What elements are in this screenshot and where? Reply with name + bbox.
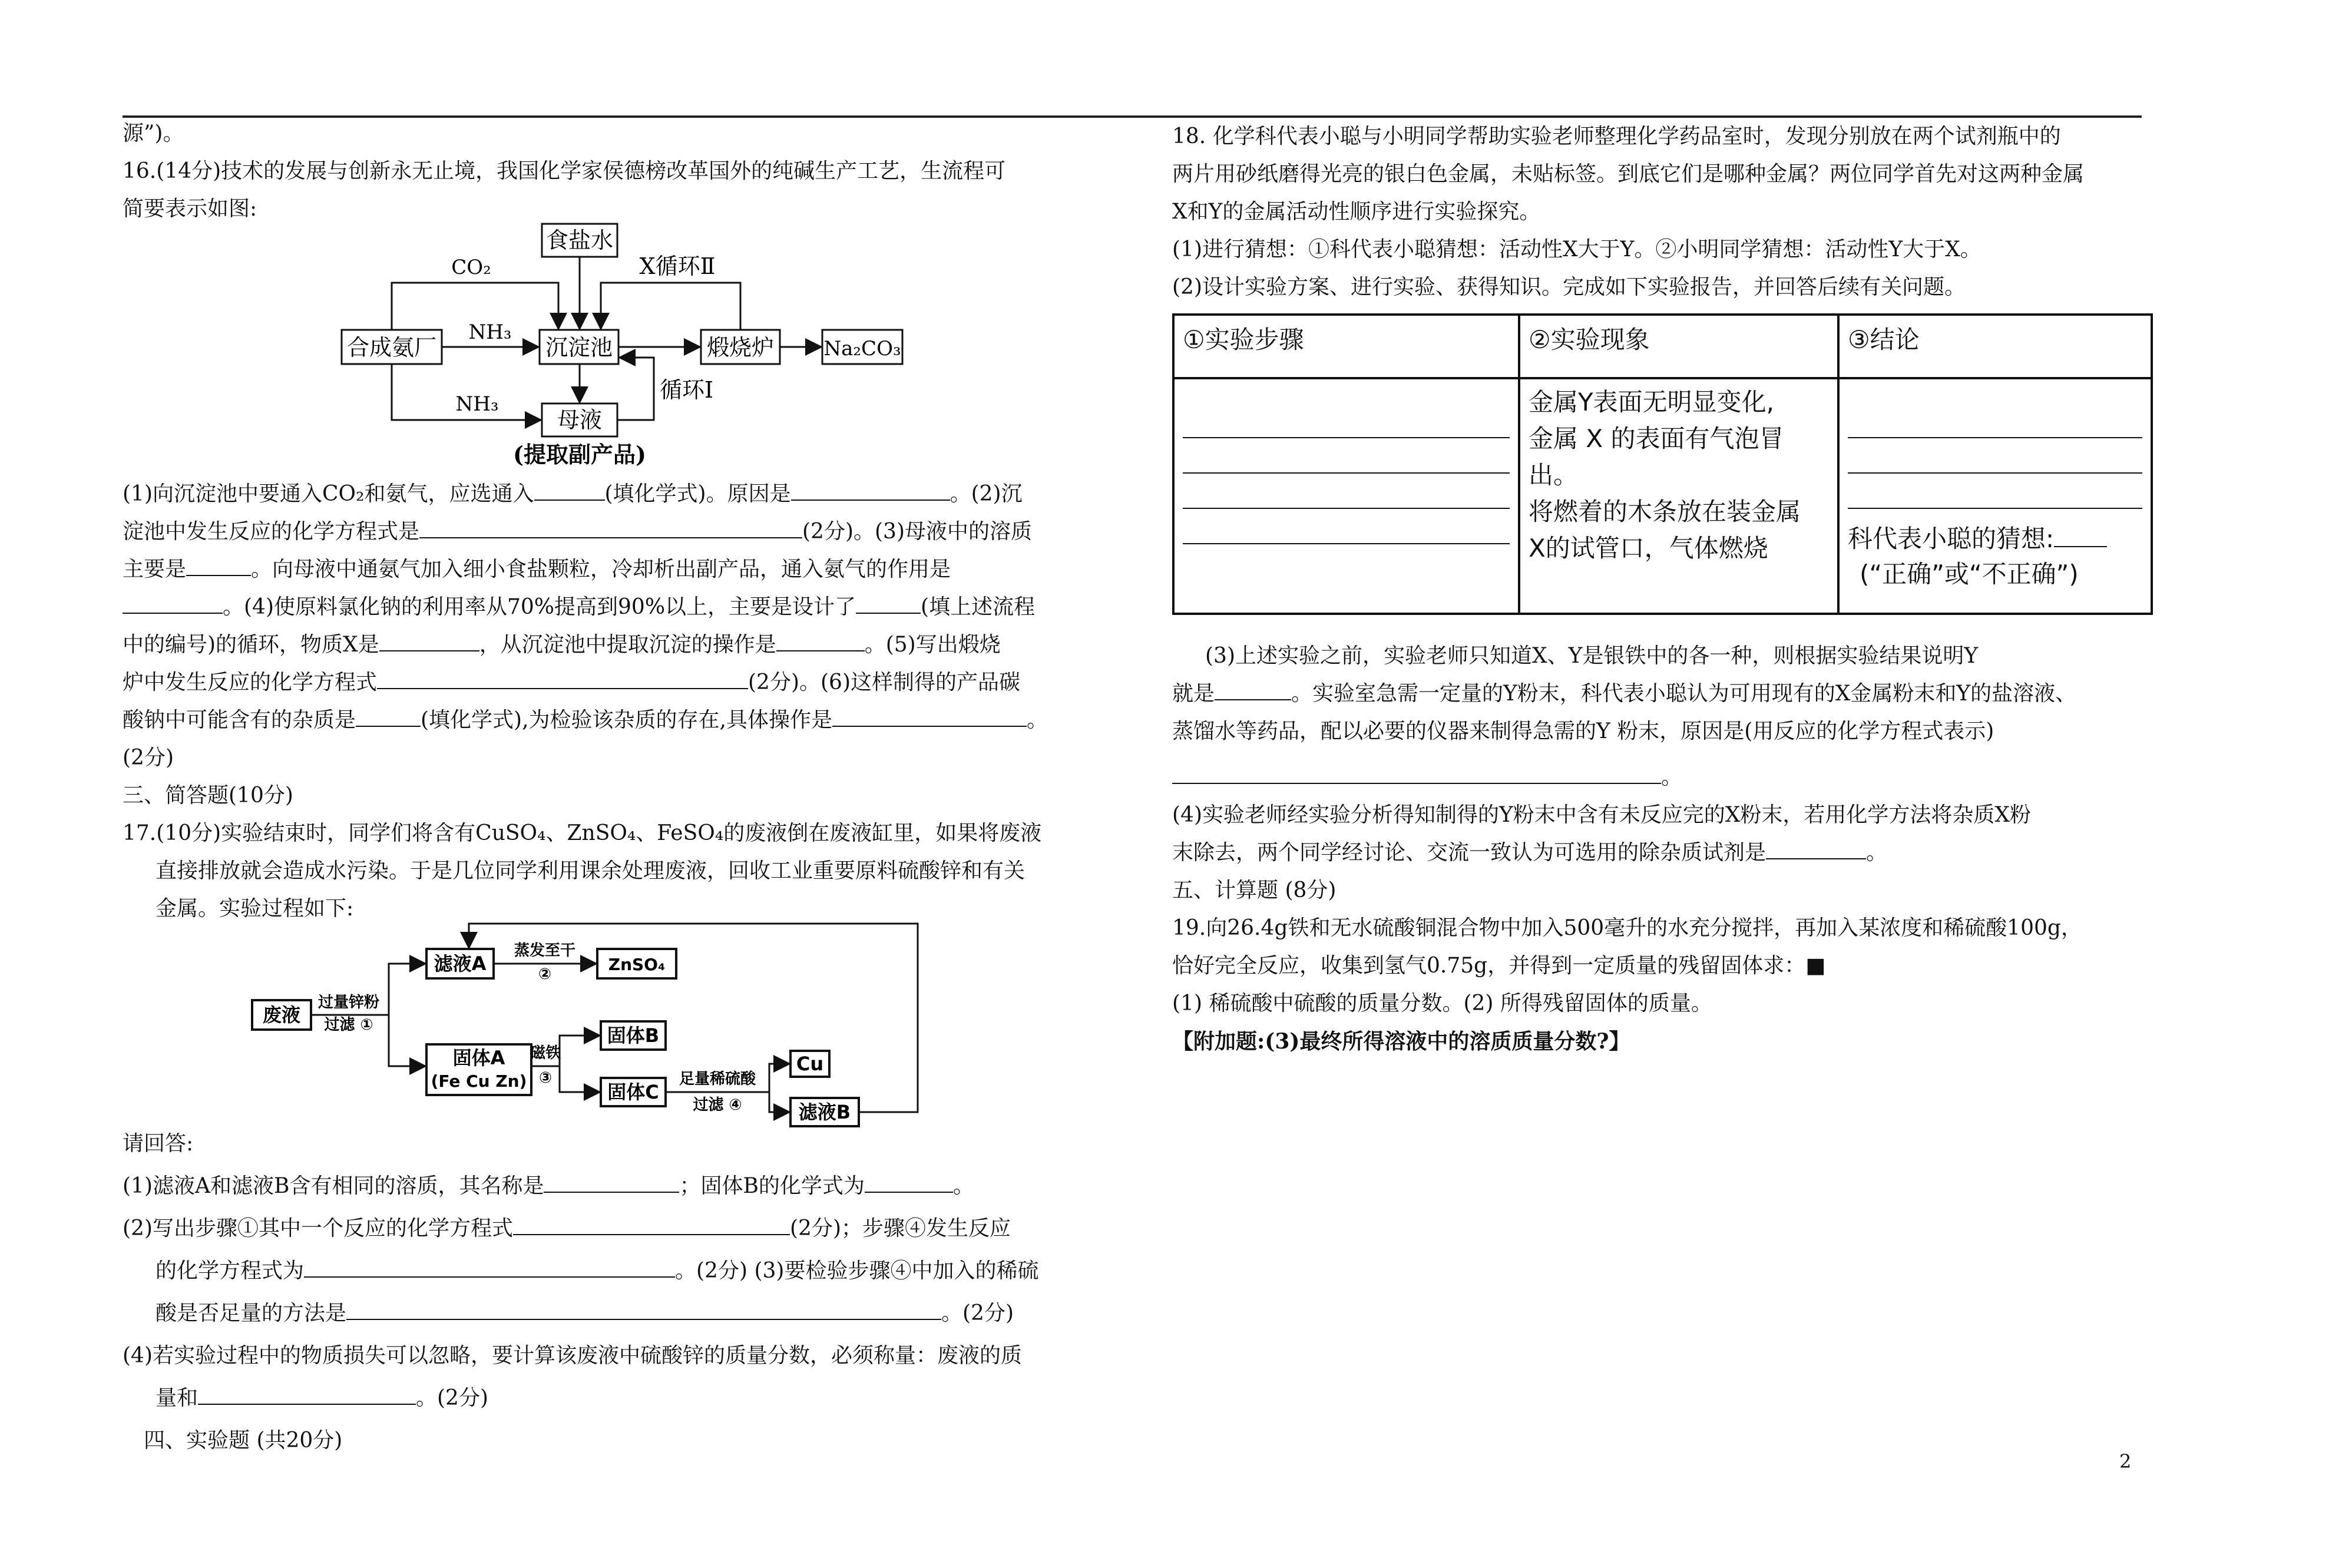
steps-cell <box>1173 378 1519 614</box>
right-column-bottom <box>1172 637 2138 1060</box>
q16-line-7: 酸钠中可能含有的杂质是 (填化学式),为检验该杂质的存在,具体操作是 。 <box>123 702 1089 739</box>
answer-blank[interactable] <box>865 1169 953 1193</box>
q16-line-1: (1)向沉淀池中要通入CO₂和氨气，应选通入 (填化学式)。原因是 。(2)沉 <box>123 475 1089 513</box>
answer-blank[interactable] <box>346 1296 941 1320</box>
q17-answer-1: (1)滤液A和滤液B含有相同的溶质，其名称是 ；固体B的化学式为 。 <box>123 1165 1089 1208</box>
q17-answer-2: (2)写出步骤①其中一个反应的化学方程式 (2分)；步骤④发生反应 <box>123 1208 1089 1250</box>
answer-blank[interactable] <box>356 703 421 727</box>
furnace-box <box>701 330 780 364</box>
q17-line-1: 17.(10分)实验结束时，同学们将含有CuSO₄、ZnSO₄、FeSO₄的废液倒在废液缸里，如果将废液 <box>123 821 1042 845</box>
arrow-to-filtrate-a <box>389 964 425 1015</box>
q17-answer-4: 酸是否足量的方法是 。(2分) <box>123 1292 1089 1335</box>
answer-blank[interactable] <box>419 515 802 538</box>
table-header-conclusion: ③结论 <box>1838 315 2152 378</box>
waste-label: 废液 <box>262 1004 301 1026</box>
answer-blank[interactable] <box>1848 449 2142 474</box>
q19-line-2: 恰好完全反应，收集到氢气0.75g，并得到一定质量的残留固体求：■ <box>1172 954 1826 978</box>
step4-bottom-label: 过滤 ④ <box>693 1096 742 1114</box>
right-column-top <box>1172 118 2138 306</box>
answer-blank[interactable] <box>379 628 479 651</box>
q16-line-8: (2分) <box>123 746 174 770</box>
page-number: 2 <box>2119 1450 2132 1473</box>
answer-blank[interactable] <box>1848 413 2142 438</box>
product-label: Na₂CO₃ <box>823 337 901 360</box>
salt-water-label: 食盐水 <box>545 227 614 253</box>
q16-line-6: 炉中发生反应的化学方程式 (2分)。(6)这样制得的产品碳 <box>123 664 1089 702</box>
answer-blank[interactable] <box>123 590 223 614</box>
step4-top-label: 足量稀硫酸 <box>679 1070 756 1088</box>
step2-bottom-label: ② <box>538 965 552 983</box>
q18-part3-line-3: 蒸馏水等药品，配以必要的仪器来制得急需的Y 粉末，原因是(用反应的化学方程式表示) <box>1172 719 1994 743</box>
answer-blank[interactable] <box>832 703 1027 727</box>
arrow-to-solid-b <box>560 1036 600 1066</box>
answer-blank[interactable] <box>1172 760 1661 784</box>
product-box <box>822 330 902 364</box>
answer-blank[interactable] <box>377 666 748 689</box>
filtrate-b-label: 滤液B <box>798 1101 851 1123</box>
q17-answer-5: (4)若实验过程中的物质损失可以忽略，要计算该废液中硫酸锌的质量分数，必须称量：废液的质 <box>123 1344 1022 1368</box>
answer-blank[interactable] <box>1183 449 1510 474</box>
co2-label: CO₂ <box>451 256 491 279</box>
q18-part3-line-1: (3)上述实验之前，实验老师只知道X、Y是银铁中的各一种，则根据实验结果说明Y <box>1205 644 1979 668</box>
conclusion-options: (“正确”或“不正确”) <box>1860 560 2079 588</box>
answer-blank[interactable] <box>2054 524 2107 547</box>
q18-line-3: X和Y的金属活动性顺序进行实验探究。 <box>1172 200 1541 224</box>
salt-water-box <box>542 224 617 257</box>
nh3-b-label: NH₃ <box>455 392 499 416</box>
answer-blank[interactable] <box>513 1212 790 1235</box>
magnet-label: 磁铁 <box>530 1044 561 1062</box>
answer-blank[interactable] <box>1183 484 1510 509</box>
step3-label: ③ <box>538 1069 553 1087</box>
answer-blank[interactable] <box>198 1381 416 1405</box>
q16-line-5: 中的编号)的循环，物质X是 ，从沉淀池中提取沉淀的操作是 。(5)写出煅烧 <box>123 626 1089 664</box>
arrow-x-cycle <box>601 283 740 330</box>
q16-intro-2: 简要表示如图: <box>123 197 257 221</box>
waste-liquid-diagram <box>247 912 954 1136</box>
solid-c-label: 固体C <box>607 1081 659 1103</box>
answer-blank[interactable] <box>1766 836 1866 859</box>
answer-blank[interactable] <box>1183 413 1510 438</box>
solid-a-sub-label: (Fe Cu Zn) <box>431 1071 527 1091</box>
q18-part3-line-4: 。 <box>1172 759 2138 796</box>
arrow-to-solid-c <box>560 1066 600 1092</box>
section-5-title: 五、计算题 (8分) <box>1172 878 1337 902</box>
left-column <box>123 115 1089 228</box>
q17-line-3: 金属。实验过程如下: <box>156 897 354 921</box>
soda-process-diagram <box>336 221 972 474</box>
answer-blank[interactable] <box>1183 520 1510 544</box>
answer-blank[interactable] <box>1215 677 1291 700</box>
q17-answer-6: 量和 。(2分) <box>123 1377 1089 1420</box>
q18-line-4: (1)进行猜想：①科代表小聪猜想：活动性X大于Y。②小明同学猜想：活动性Y大于X。 <box>1172 237 1981 262</box>
ammonia-plant-box <box>342 330 442 364</box>
filtrate-a-label: 滤液A <box>434 952 487 975</box>
cu-label: Cu <box>796 1053 824 1075</box>
q17-please: 请回答: <box>123 1132 194 1156</box>
answer-blank[interactable] <box>1848 484 2142 509</box>
answer-blank[interactable] <box>186 553 251 576</box>
x-cycle-label: X循环Ⅱ <box>639 253 716 279</box>
section-3-title: 三、简答题(10分) <box>123 783 293 808</box>
q16-questions <box>123 475 1089 928</box>
arrow-to-solid-a <box>389 1015 425 1066</box>
conclusion-cell <box>1838 378 2152 614</box>
settling-tank-box <box>540 330 618 364</box>
q18-part3-line-2: 就是 。实验室急需一定量的Y粉末，科代表小聪认为可用现有的X金属粉末和Y的盐溶液、 <box>1172 675 2138 713</box>
arrow-to-filtrate-b <box>769 1092 789 1112</box>
q19-line-1: 19.向26.4g铁和无水硫酸铜混合物中加入500毫升的水充分搅拌，再加入某浓度和稀硫酸100g， <box>1172 916 2082 940</box>
nh3-a-label: NH₃ <box>468 320 512 344</box>
answer-blank[interactable] <box>304 1254 675 1278</box>
q16-line-2: 淀池中发生反应的化学方程式是 (2分)。(3)母液中的溶质 <box>123 513 1089 551</box>
solid-a-label: 固体A <box>452 1047 505 1069</box>
znso4-label: ZnSO₄ <box>608 955 666 974</box>
mother-liquor-box <box>542 403 617 436</box>
answer-blank[interactable] <box>776 628 865 651</box>
byproduct-label: (提取副产品) <box>513 441 646 468</box>
arrow-cycle1 <box>617 358 654 420</box>
q18-line-1: 18. 化学科代表小聪与小明同学帮助实验老师整理化学药品室时，发现分别放在两个试剂瓶中的 <box>1172 124 2061 148</box>
answer-blank[interactable] <box>534 477 605 501</box>
arrow-to-cu <box>769 1064 789 1092</box>
step2-top-label: 蒸发至干 <box>514 942 576 960</box>
furnace-label: 煅烧炉 <box>706 335 775 360</box>
ammonia-plant-label: 合成氨厂 <box>346 335 437 360</box>
q16-intro-1: 16.(14分)技术的发展与创新永无止境，我国化学家侯德榜改革国外的纯碱生产工艺，生流程可 <box>123 159 1006 183</box>
header-fragment: 源”)。 <box>123 121 184 145</box>
q19-bonus: 【附加题:(3)最终所得溶液中的溶质质量分数?】 <box>1172 1029 1630 1054</box>
q18-line-2: 两片用砂纸磨得光亮的银白色金属，未贴标签。到底它们是哪种金属？两位同学首先对这两种金属 <box>1172 162 2085 186</box>
step1-top-label: 过量锌粉 <box>317 994 380 1011</box>
table-header-steps: ①实验步骤 <box>1173 315 1519 378</box>
q19-line-3: (1) 稀硫酸中硫酸的质量分数。(2) 所得残留固体的质量。 <box>1172 991 1712 1015</box>
q17-line-2: 直接排放就会造成水污染。于是几位同学利用课余处理废液，回收工业重要原料硫酸锌和有关 <box>156 859 1026 883</box>
q16-line-4: 。(4)使原料氯化钠的利用率从70%提高到90%以上，主要是设计了 (填上述流程 <box>123 588 1089 626</box>
settling-tank-label: 沉淀池 <box>545 335 613 360</box>
conclusion-label: 科代表小聪的猜想: <box>1848 524 2055 553</box>
q18-part4-line-1: (4)实验老师经实验分析得知制得的Y粉末中含有未反应完的X粉末，若用化学方法将杂质X粉 <box>1172 803 2032 827</box>
table-header-observations: ②实验现象 <box>1519 315 1838 378</box>
q18-line-5: (2)设计实验方案、进行实验、获得知识。完成如下实验报告，并回答后续有关问题。 <box>1172 275 1966 299</box>
solid-b-label: 固体B <box>607 1024 660 1047</box>
q17-answer-3: 的化学方程式为 。(2分) (3)要检验步骤④中加入的稀硫 <box>123 1250 1089 1292</box>
section-4-title: 四、实验题 (共20分) <box>144 1428 343 1453</box>
step1-bottom-label: 过滤 ① <box>324 1016 373 1034</box>
answer-blank[interactable] <box>791 477 950 501</box>
cycle1-label: 循环Ⅰ <box>660 377 714 403</box>
observations-cell: 金属Y表面无明显变化, 金属 X 的表面有气泡冒 出。 将燃着的木条放在装金属 X的试管口，气体燃烧 <box>1519 378 1838 614</box>
answer-blank[interactable] <box>856 590 921 614</box>
mother-liquor-label: 母液 <box>557 407 603 433</box>
q17-answers <box>123 1123 1089 1462</box>
q18-part4-line-2: 末除去，两个同学经讨论、交流一致认为可选用的除杂质试剂是 。 <box>1172 834 2138 872</box>
experiment-report-table <box>1172 313 2153 615</box>
q16-line-3: 主要是 。向母液中通氨气加入细小食盐颗粒，冷却析出副产品，通入氨气的作用是 <box>123 551 1089 588</box>
answer-blank[interactable] <box>544 1169 679 1193</box>
